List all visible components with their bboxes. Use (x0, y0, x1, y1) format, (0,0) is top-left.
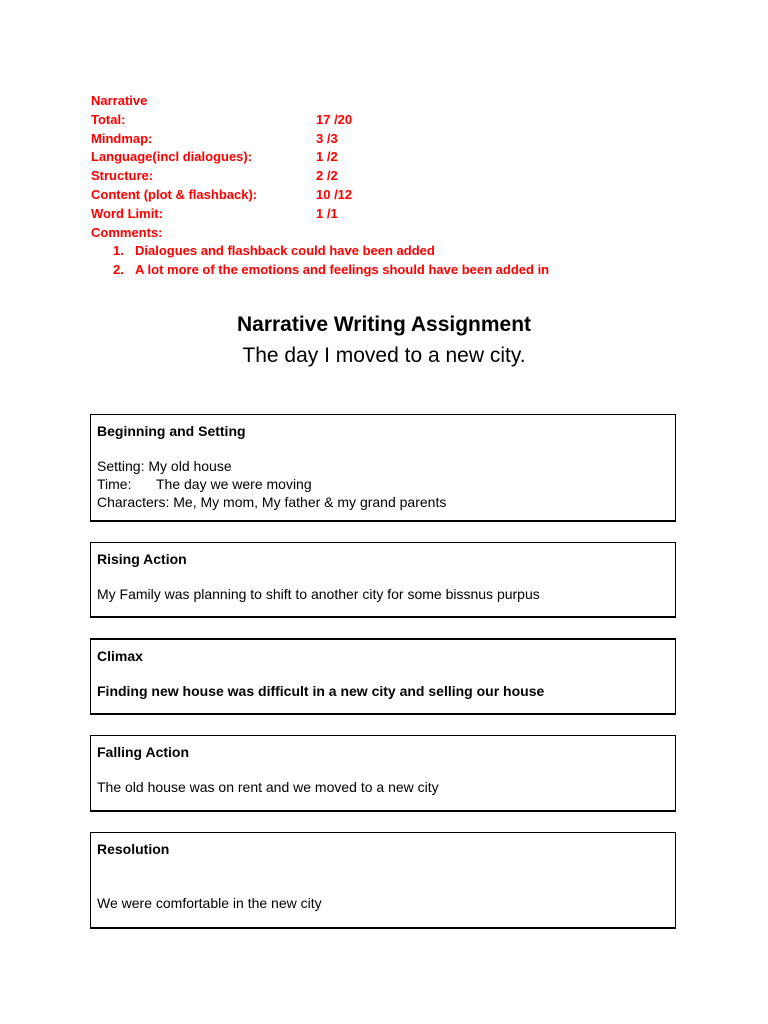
time-label: Time: (97, 476, 132, 492)
section-climax (90, 638, 676, 715)
section-heading: Rising Action (97, 551, 187, 567)
characters-line: Characters: Me, My mom, My father & my grand parents (97, 494, 447, 510)
grade-label: Word Limit: (91, 205, 163, 221)
comment-text: A lot more of the emotions and feelings should have been added in (135, 262, 550, 278)
grade-score: 10 /12 (316, 186, 353, 202)
section-falling-action (90, 735, 676, 812)
grade-score: 1 /2 (316, 149, 338, 165)
setting-line: Setting: My old house (97, 458, 232, 474)
comment-text: Dialogues and flashback could have been added (135, 243, 435, 259)
grade-score: 17 /20 (316, 111, 353, 127)
grade-row-mindmap (91, 130, 549, 149)
grading-header: Narrative (91, 93, 148, 108)
section-resolution (90, 832, 676, 929)
comments-list (91, 242, 549, 280)
grade-score: 3 /3 (316, 130, 338, 146)
comment-number: 1. (113, 243, 124, 259)
grade-score: 1 /1 (316, 205, 338, 221)
section-text: My Family was planning to shift to another city for some bissnus purpus (97, 586, 540, 602)
section-heading: Resolution (97, 841, 170, 857)
grade-row-word-limit (91, 205, 549, 224)
grade-label: Structure: (91, 168, 154, 184)
section-beginning (90, 414, 676, 522)
grade-row-content (91, 186, 549, 205)
section-text: Finding new house was difficult in a new city and selling our house (97, 683, 545, 699)
comment-number: 2. (113, 262, 124, 278)
section-text: The old house was on rent and we moved to a new city (97, 779, 439, 795)
comments-label: Comments: (91, 224, 163, 240)
grade-row-structure (91, 167, 549, 186)
grade-row-total (91, 111, 549, 130)
grade-label: Mindmap: (91, 130, 153, 146)
grade-label: Total: (91, 111, 126, 127)
section-rising-action (90, 542, 676, 618)
section-heading: Climax (97, 648, 143, 664)
assignment-subtitle: The day I moved to a new city. (242, 344, 526, 367)
grade-score: 2 /2 (316, 168, 338, 184)
comment-item (91, 242, 549, 261)
grade-label: Content (plot & flashback): (91, 186, 258, 202)
assignment-title: Narrative Writing Assignment (236, 313, 532, 336)
comment-item (91, 261, 549, 280)
grading-block (91, 92, 549, 280)
grade-row-language (91, 148, 549, 167)
section-heading: Beginning and Setting (97, 423, 246, 439)
grade-label: Language(incl dialogues): (91, 149, 253, 165)
section-text: We were comfortable in the new city (97, 895, 322, 911)
time-line (97, 475, 669, 493)
time-value: The day we were moving (156, 476, 312, 492)
section-heading: Falling Action (97, 744, 190, 760)
